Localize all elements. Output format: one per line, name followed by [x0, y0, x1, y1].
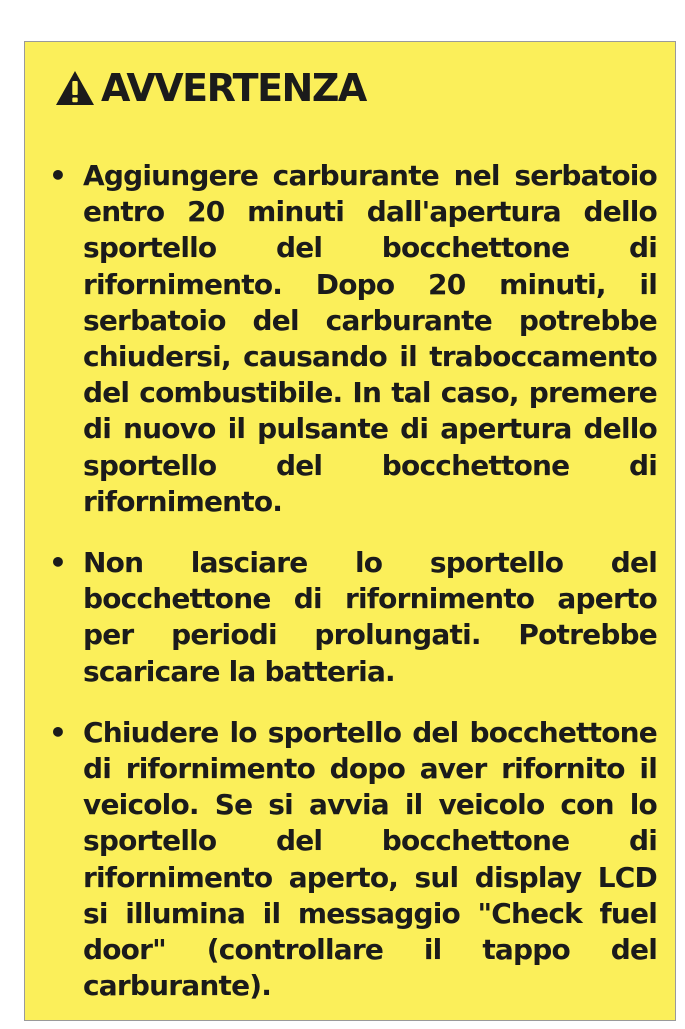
list-item [43, 715, 657, 1005]
list-item [43, 158, 657, 520]
warning-bullet-list [43, 158, 657, 1029]
list-item [43, 545, 657, 690]
warning-title: AVVERTENZA [101, 66, 366, 110]
bullet-marker: • [49, 159, 67, 192]
bullet-marker: • [49, 715, 67, 749]
bullet-marker: • [49, 546, 67, 580]
bullet-text: Chiudere lo sportello del bocchettone di rifornimento dopo aver rifornito il veicolo. Se si avvia il veicolo con lo sportello del bocchettone di rifornimento aperto, sul display LCD si illumina il messaggio "Check fuel door" (controllare il tappo del carburante). [83, 715, 657, 1003]
warning-triangle-icon [55, 70, 95, 106]
warning-box [24, 41, 676, 1021]
bullet-text: Aggiungere carburante nel serbatoio entro 20 minuti dall'apertura dello sportello del bocchettone di rifornimento. Dopo 20 minuti, il serbatoio del carburante potrebbe chiudersi, causando il traboccamento del combustibile. In tal caso, premere di nuovo il pulsante di apertura dello sportello del bocchettone di rifornimento. [83, 159, 657, 518]
warning-header [55, 64, 366, 112]
bullet-text: Non lasciare lo sportello del bocchettone di rifornimento aperto per periodi prolungati. Potrebbe scaricare la batteria. [83, 546, 657, 688]
